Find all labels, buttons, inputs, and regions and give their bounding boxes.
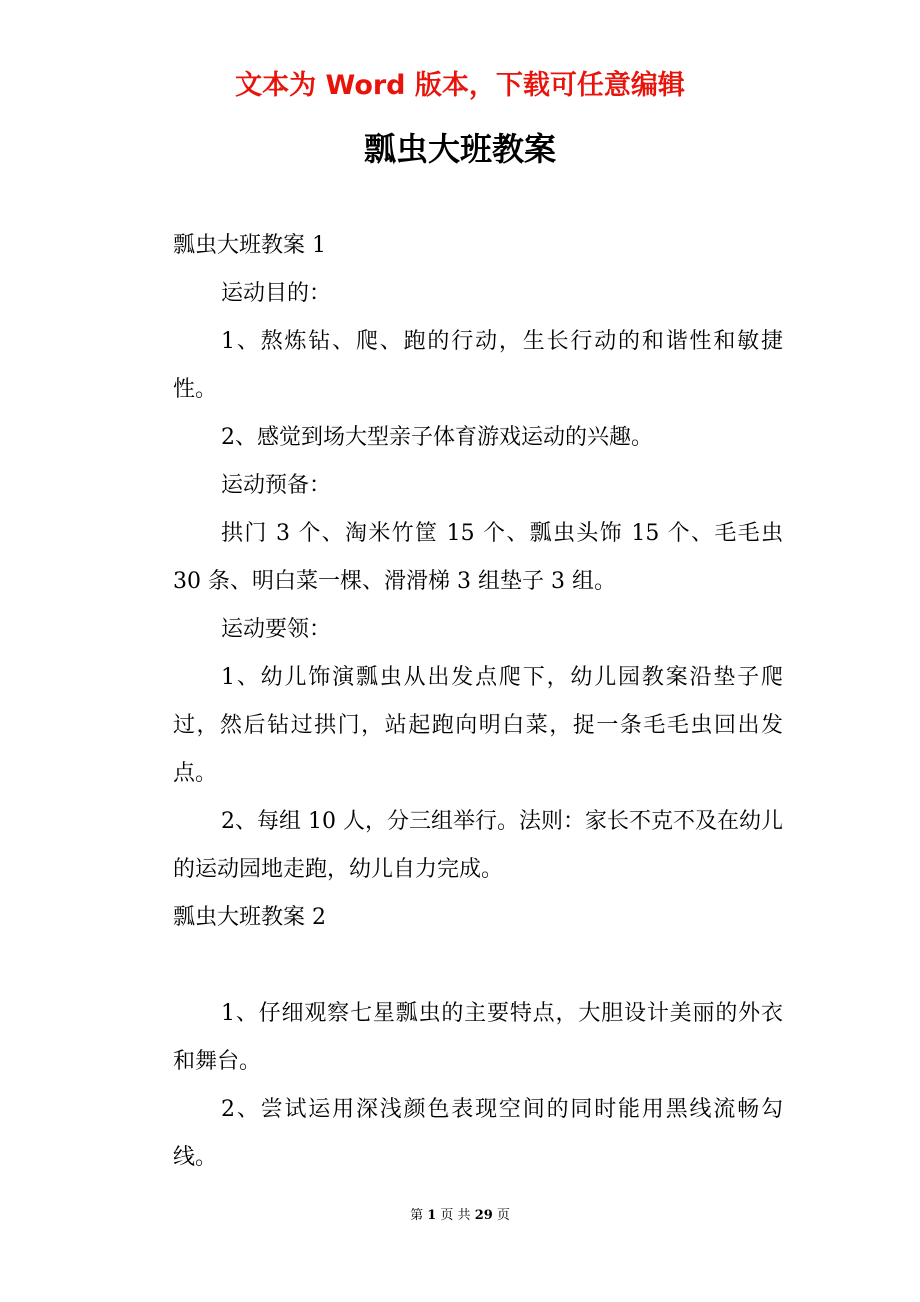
- edit-notice-banner: 文本为 Word 版本，下载可任意编辑: [235, 70, 685, 101]
- section-heading: 瓢虫大班教案 2: [173, 905, 326, 930]
- paragraph: 2、感觉到场大型亲子体育游戏运动的兴趣。: [221, 425, 653, 450]
- page-footer: [0, 1206, 920, 1226]
- blank-line: [173, 942, 783, 990]
- paragraph: 2、每组 10 人，分三组举行。法则：家长不克不及在幼儿的运动园地走跑，幼儿自力完成。: [173, 809, 783, 882]
- paragraph: 1、幼儿饰演瓢虫从出发点爬下，幼儿园教案沿垫子爬过，然后钻过拱门，站起跑向明白菜，捉一条毛毛虫回出发点。: [173, 665, 783, 786]
- paragraph: 1、仔细观察七星瓢虫的主要特点，大胆设计美丽的外衣和舞台。: [173, 1001, 783, 1074]
- paragraph: 运动预备：: [221, 473, 332, 498]
- paragraph: 运动要领：: [221, 617, 332, 642]
- total-pages-number: 29: [474, 1208, 493, 1223]
- footer-prefix: 第: [410, 1208, 424, 1223]
- document-body: [173, 222, 783, 1182]
- paragraph: 运动目的：: [221, 281, 332, 306]
- current-page-number: 1: [427, 1208, 437, 1223]
- document-title: 瓢虫大班教案: [363, 130, 556, 168]
- paragraph: 2、尝试运用深浅颜色表现空间的同时能用黑线流畅勾线。: [173, 1097, 783, 1170]
- paragraph: 拱门 3 个、淘米竹筐 15 个、瓢虫头饰 15 个、毛毛虫 30 条、明白菜一棵、滑滑梯 3 组垫子 3 组。: [173, 521, 783, 594]
- section-heading: 瓢虫大班教案 1: [173, 233, 326, 258]
- footer-middle: 页 共: [440, 1208, 471, 1223]
- footer-suffix: 页: [496, 1208, 510, 1223]
- paragraph: 1、熬炼钻、爬、跑的行动，生长行动的和谐性和敏捷性。: [173, 329, 783, 402]
